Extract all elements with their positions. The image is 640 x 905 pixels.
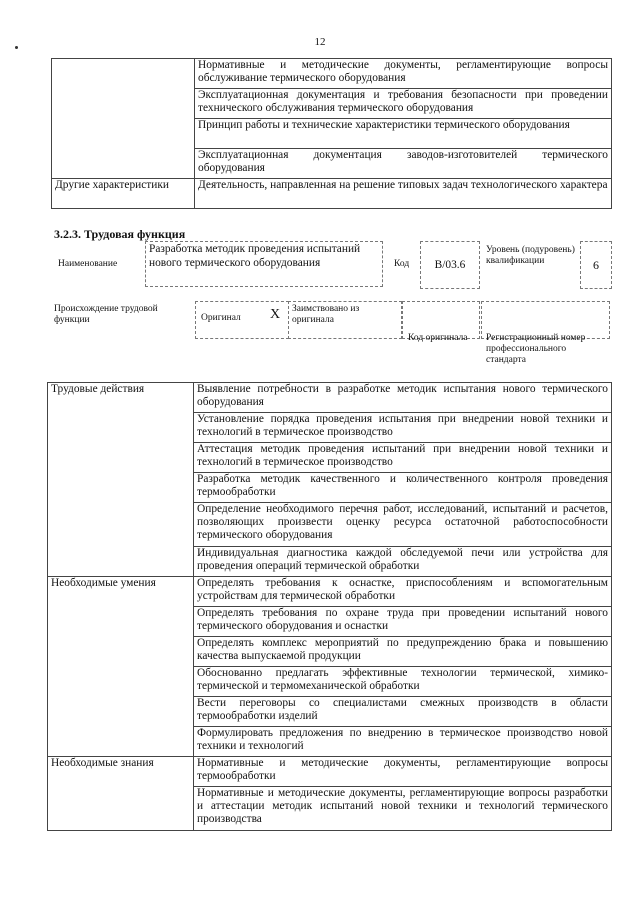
table-row-label: Необходимые умения bbox=[48, 577, 194, 757]
table-cell: Установление порядка проведения испытания при внедрении новой техники и технологий в термическое производство bbox=[194, 413, 612, 443]
original-checkmark: X bbox=[270, 307, 281, 322]
table-cell: Определять комплекс мероприятий по предупреждению брака и повышению качества выпускаемой продукции bbox=[194, 637, 612, 667]
table-row-label: Необходимые знания bbox=[48, 757, 194, 831]
main-table bbox=[47, 382, 612, 831]
table-cell: Вести переговоры со специалистами смежных производств в области термообработки изделий bbox=[194, 697, 612, 727]
name-label: Наименование bbox=[58, 259, 118, 269]
table-cell: Определять требования к оснастке, приспособлениям и вспомогательным устройствам для термической обработки bbox=[194, 577, 612, 607]
table-cell: Эксплуатационная документация заводов-изготовителей термического оборудования bbox=[195, 149, 612, 179]
top-table bbox=[51, 58, 612, 209]
code-original-label: Код оригинала bbox=[408, 333, 468, 343]
table-cell: Нормативные и методические документы, регламентирующие вопросы обслуживание термического оборудования bbox=[195, 59, 612, 89]
table-cell: Принцип работы и технические характеристики термического оборудования bbox=[195, 119, 612, 149]
table-cell: Разработка методик качественного и количественного контроля проведения термообработки bbox=[194, 473, 612, 503]
borrowed-label: Заимствовано из оригинала bbox=[292, 304, 360, 325]
table-row-label bbox=[52, 59, 195, 179]
page-number: 12 bbox=[314, 36, 326, 48]
table-cell: Определять требования по охране труда при проведении испытаний нового термического оборудования и оснастки bbox=[194, 607, 612, 637]
table-cell: Нормативные и методические документы, регламентирующие вопросы термообработки bbox=[194, 757, 612, 787]
reg-number-label: Регистрационный номер профессионального стандарта bbox=[486, 333, 586, 365]
code-label: Код bbox=[394, 259, 410, 269]
table-cell: Индивидуальная диагностика каждой обследуемой печи или устройства для проведения операций термической обработки bbox=[194, 547, 612, 577]
table-row-label: Другие характеристики bbox=[52, 179, 195, 209]
function-name-value: Разработка методик проведения испытаний нового термического оборудования bbox=[145, 241, 383, 287]
table-cell: Эксплуатационная документация и требования безопасности при проведении технического обслуживания термического оборудования bbox=[195, 89, 612, 119]
origin-label: Происхождение трудовой функции bbox=[54, 304, 158, 325]
table-cell: Нормативные и методические документы, регламентирующие вопросы разработки и аттестации методик испытаний новой техники и технологий термического производства bbox=[194, 787, 612, 831]
original-label: Оригинал bbox=[201, 313, 241, 323]
table-cell: Определение необходимого перечня работ, исследований, испытаний и расчетов, позволяющих произвести оценку ресурса остаточной работоспособности термического оборудования bbox=[194, 503, 612, 547]
qualification-level-value: 6 bbox=[580, 241, 612, 289]
table-cell: Аттестация методик проведения испытаний при внедрении новой техники и технологий в термическое производство bbox=[194, 443, 612, 473]
table-cell: Выявление потребности в разработке методик испытания нового термического оборудования bbox=[194, 383, 612, 413]
qualification-level-label: Уровень (подуровень) квалификации bbox=[486, 245, 575, 266]
table-row-label: Трудовые действия bbox=[48, 383, 194, 577]
table-cell: Обоснованно предлагать эффективные технологии термической, химико-термической и термомеханической обработки bbox=[194, 667, 612, 697]
table-cell: Деятельность, направленная на решение типовых задач технологического характера bbox=[195, 179, 612, 209]
code-value: В/03.6 bbox=[420, 241, 480, 289]
table-cell: Формулировать предложения по внедрению в термическое производство новой техники и технологий bbox=[194, 727, 612, 757]
section-title: 3.2.3. Трудовая функция bbox=[54, 227, 186, 241]
